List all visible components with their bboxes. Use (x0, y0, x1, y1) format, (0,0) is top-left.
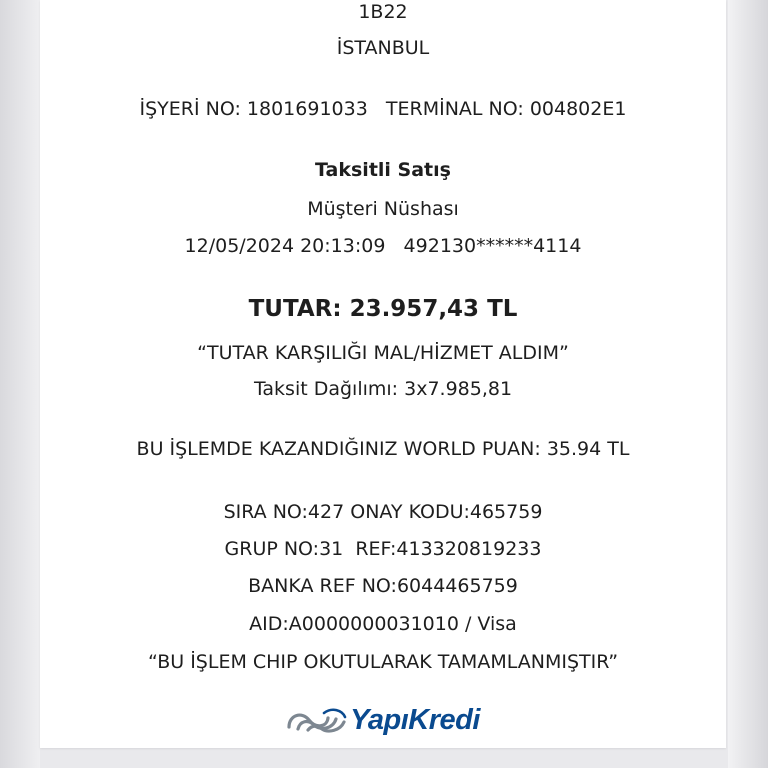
installment-distribution: Taksit Dağılımı: 3x7.985,81 (253, 378, 513, 400)
total-amount: TUTAR: 23.957,43 TL (248, 296, 518, 322)
receipt-slip (40, 0, 726, 748)
branch-code: 1B22 (358, 1, 408, 23)
copy-type: Müşteri Nüshası (307, 198, 459, 220)
group-reference: GRUP NO:31 REF:413320819233 (224, 538, 542, 560)
background-left (0, 0, 40, 768)
bank-logo (40, 700, 726, 740)
sequence-approval-code: SIRA NO:427 ONAY KODU:465759 (223, 501, 543, 523)
bank-logo-text: YapıKredi (350, 703, 480, 736)
datetime-card-number: 12/05/2024 20:13:09 492130******4114 (184, 235, 582, 257)
city: İSTANBUL (336, 37, 430, 59)
transaction-type: Taksitli Satış (315, 159, 451, 181)
world-points-earned: BU İŞLEMDE KAZANDIĞINIZ WORLD PUAN: 35.94 TL (136, 438, 630, 460)
yapikredi-logo-icon (286, 705, 348, 735)
background-right (728, 0, 768, 768)
acknowledgement-text: “TUTAR KARŞILIĞI MAL/HİZMET ALDIM” (197, 342, 569, 364)
merchant-terminal-numbers: İŞYERİ NO: 1801691033 TERMİNAL NO: 004802E1 (139, 98, 627, 120)
aid-card-brand: AID:A0000000031010 / Visa (249, 613, 517, 635)
chip-read-note: “BU İŞLEM CHIP OKUTULARAK TAMAMLANMIŞTIR” (147, 651, 619, 673)
bank-reference: BANKA REF NO:6044465759 (248, 575, 518, 597)
